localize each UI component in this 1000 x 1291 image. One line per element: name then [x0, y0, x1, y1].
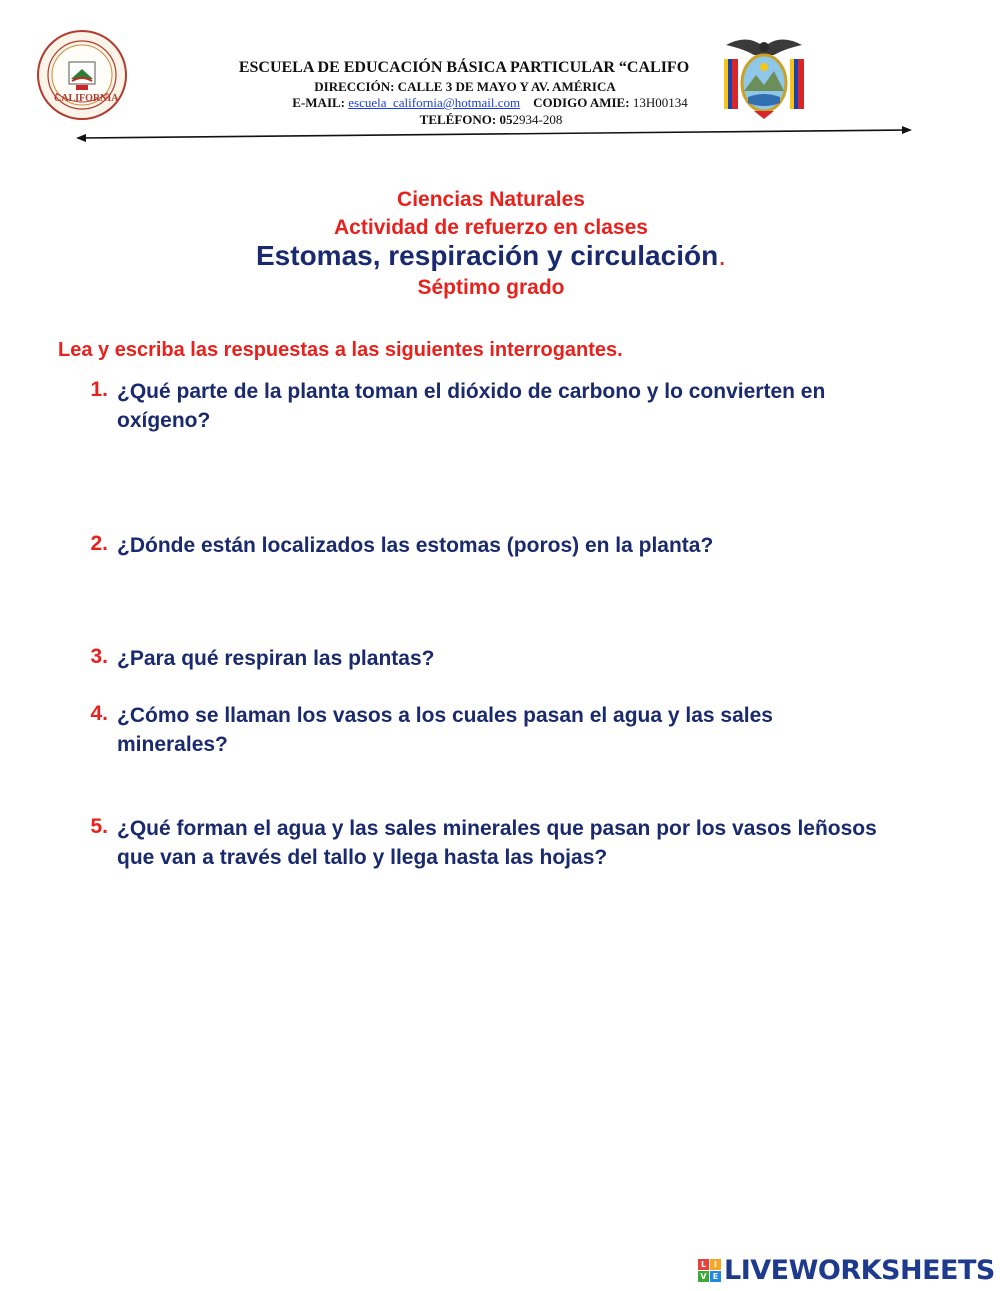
topic-title-wrap [0, 240, 982, 272]
question-number: 4. [90, 702, 108, 725]
email-link[interactable]: escuela_california@hotmail.com [348, 95, 521, 110]
contact-line [0, 95, 990, 111]
grade-title: Séptimo grado [417, 276, 565, 299]
question-number: 2. [90, 532, 108, 555]
topic-title: Estomas, respiración y circulación [256, 240, 719, 271]
phone-prefix: 05 [499, 112, 513, 127]
question-number: 3. [90, 645, 108, 668]
topic-period: . [718, 240, 726, 271]
brand-text: LIVEWORKSHEETS [724, 1254, 995, 1286]
question-text: ¿Qué forman el agua y las sales minerales que pasan por los vasos leñosos que van a través del tallo y llega hasta las hojas? [117, 817, 877, 869]
question-text: ¿Para qué respiran las plantas? [117, 647, 435, 670]
phone-label: TELÉFONO: [419, 112, 497, 127]
school-name: ESCUELA DE EDUCACIÓN BÁSICA PARTICULAR “CALIFO [238, 59, 690, 76]
instruction-text: Lea y escriba las respuestas a las siguientes interrogantes. [58, 339, 623, 361]
subject-title: Ciencias Naturales [397, 188, 585, 211]
question-text: ¿Cómo se llaman los vasos a los cuales pasan el agua y las sales minerales? [117, 704, 773, 756]
brand-cell: I [710, 1259, 721, 1270]
activity-title: Actividad de refuerzo en clases [334, 216, 648, 239]
question-text: ¿Qué parte de la planta toman el dióxido de carbono y lo convierten en oxígeno? [117, 380, 826, 432]
liveworksheets-logo[interactable] [698, 1255, 995, 1285]
phone-number: 2934-208 [512, 112, 563, 127]
brand-cells-icon [698, 1259, 721, 1282]
amie-code: 13H00134 [632, 95, 688, 110]
email-label: E-MAIL: [292, 95, 345, 110]
school-address: DIRECCIÓN: CALLE 3 DE MAYO Y AV. AMÉRICA [314, 79, 616, 94]
question-text: ¿Dónde están localizados las estomas (poros) en la planta? [117, 534, 714, 557]
question-number: 5. [90, 815, 108, 838]
amie-label: CODIGO AMIE: [533, 95, 630, 110]
question-number: 1. [90, 378, 108, 401]
header-divider [74, 124, 914, 144]
brand-cell: V [698, 1271, 709, 1282]
brand-cell: E [710, 1271, 721, 1282]
brand-cell: L [698, 1259, 709, 1270]
logo-text: CALIFORNIA [54, 93, 119, 104]
